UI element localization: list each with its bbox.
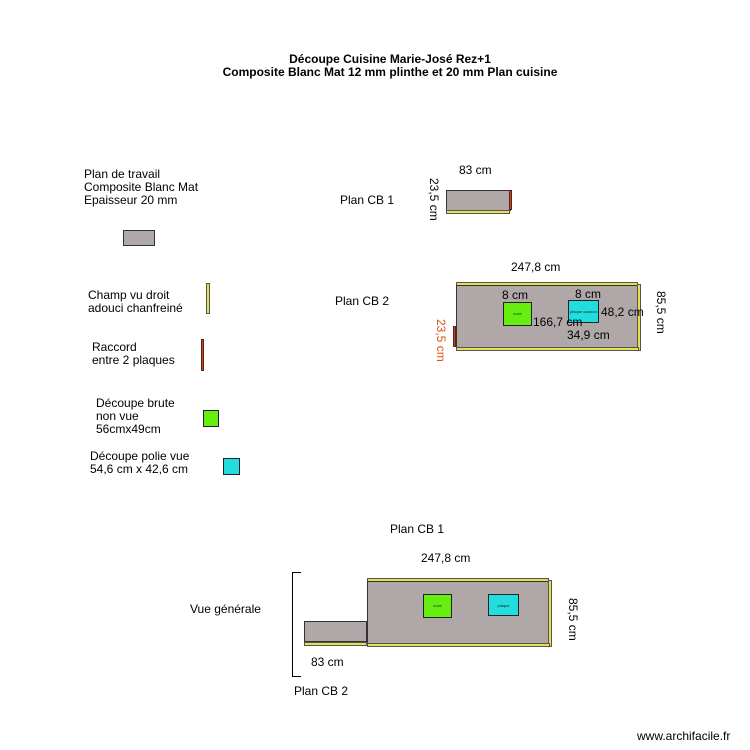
legend-polished-cut-swatch [223, 458, 240, 475]
plan2-width-dim: 247,8 cm [511, 260, 561, 274]
plan2-sink-cutout: cuve [503, 302, 532, 326]
plan2-red-depth-dim: 23,5 cm [434, 319, 448, 362]
legend-joint-text: Raccord entre 2 plaques [92, 340, 175, 367]
plan1-panel [446, 190, 511, 211]
overview-bracket [292, 572, 301, 677]
plan2-depth-dim: 85,5 cm [654, 291, 668, 334]
legend-raw-cut-text: Découpe brute non vue 56cmx49cm [96, 396, 175, 436]
plan1-joint [509, 190, 512, 210]
overview-small-panel [304, 621, 367, 642]
plan2-cyan-right-dim: 48,2 cm [601, 305, 644, 319]
overview-small-width-dim: 83 cm [311, 655, 344, 669]
overview-sink-cutout: cuve [423, 594, 452, 618]
overview-small-edge [304, 642, 367, 646]
plan2-joint [453, 326, 456, 347]
legend-edge-swatch [206, 283, 210, 314]
plan2-hob-cutout: plaque cuisson [568, 300, 599, 323]
title-line-2: Composite Blanc Mat 12 mm plinthe et 20 mm Plan cuisine [222, 65, 558, 79]
plan1-bottom-edge [446, 210, 510, 214]
overview-plan2-label: Plan CB 2 [294, 684, 349, 698]
plan1-width-dim: 83 cm [459, 163, 492, 177]
legend-worktop-text: Plan de travail Composite Blanc Mat Epaisseur 20 mm [84, 167, 199, 207]
plan2-cyan-offset-dim: 8 cm [575, 287, 602, 301]
legend-raw-cut-swatch [203, 410, 219, 427]
legend-joint-swatch [201, 339, 204, 371]
plan2-label: Plan CB 2 [335, 294, 390, 308]
overview-depth-dim: 85,5 cm [566, 598, 580, 641]
plan2-between-dim: 166,7 cm [533, 315, 583, 329]
plan2-bottom-edge [456, 347, 639, 351]
plan1-label: Plan CB 1 [340, 193, 395, 207]
overview-big-panel [367, 581, 549, 644]
overview-right-edge [548, 580, 552, 647]
watermark: www.archifacile.fr [637, 729, 731, 743]
overview-width-dim: 247,8 cm [421, 551, 471, 565]
overview-bottom-edge [367, 643, 550, 647]
overview-view-label: Vue générale [190, 602, 261, 616]
legend-polished-cut-text: Découpe polie vue 54,6 cm x 42,6 cm [90, 449, 190, 476]
plan2-green-offset-dim: 8 cm [502, 288, 529, 302]
legend-edge-text: Champ vu droit adouci chanfreiné [88, 288, 183, 315]
overview-hob-cutout: plaque [488, 594, 519, 616]
legend-worktop-swatch [123, 230, 155, 246]
overview-plan1-label: Plan CB 1 [390, 522, 445, 536]
title-line-1: Découpe Cuisine Marie-José Rez+1 [289, 52, 491, 66]
plan1-depth-dim: 23,5 cm [427, 178, 441, 221]
plan2-cyan-bottom-dim: 34,9 cm [567, 328, 610, 342]
